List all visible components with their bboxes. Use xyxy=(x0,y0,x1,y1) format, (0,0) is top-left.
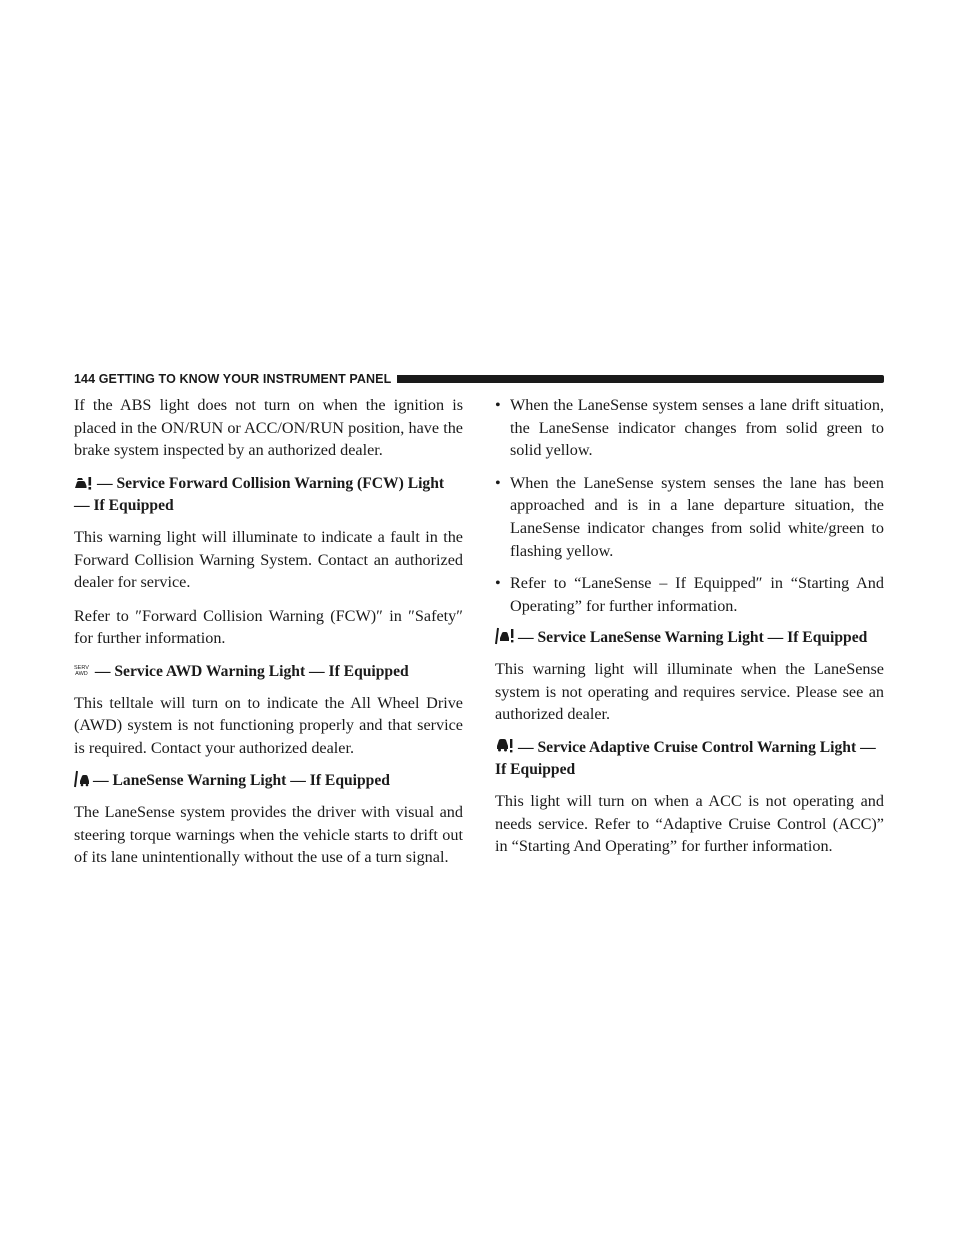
lanesense-body: The LaneSense system provides the driver with visual and steering torque warnings when the vehicle starts to drift out of its lane unintentionally without the use of a turn signal. xyxy=(74,802,463,867)
serv-awd-icon xyxy=(74,665,89,677)
acc-heading-text: — Service Adaptive Cruise Control Warning Light — If Equipped xyxy=(495,738,876,779)
fcw-body: This warning light will illuminate to indicate a fault in the Forward Collision Warning System. Contact an authorized dealer for service. xyxy=(74,527,463,592)
acc-heading xyxy=(495,737,884,782)
page-header-text xyxy=(74,372,391,386)
list-item xyxy=(495,572,884,617)
fcw-refer: Refer to ″Forward Collision Warning (FCW)″ in ″Safety″ for further information. xyxy=(74,606,463,648)
lanesense-bullet-list xyxy=(495,394,884,617)
running-header xyxy=(74,371,884,387)
list-item xyxy=(495,394,884,462)
bullet-text: Refer to “LaneSense – If Equipped″ in “Starting And Operating” for further information. xyxy=(510,574,884,615)
awd-heading xyxy=(74,661,463,684)
service-lanesense-icon xyxy=(495,627,515,645)
service-lanesense-body: This warning light will illuminate when the LaneSense system is not operating and requires service. Please see an authorized dealer. xyxy=(495,659,884,724)
list-item xyxy=(495,472,884,562)
forward-collision-warning-icon xyxy=(74,475,94,491)
awd-body: This telltale will turn on to indicate the All Wheel Drive (AWD) system is not functioning properly and that service is required. Contact your authorized dealer. xyxy=(74,693,463,757)
lanesense-heading xyxy=(74,770,463,793)
acc-body: This light will turn on when a ACC is not operating and needs service. Refer to “Adaptive Cruise Control (ACC)” in “Starting And Operating” for further information. xyxy=(495,791,884,856)
bullet-dot: • xyxy=(495,574,501,593)
awd-heading-text: — Service AWD Warning Light — If Equipped xyxy=(94,662,409,680)
bullet-dot: • xyxy=(495,396,501,414)
bullet-dot: • xyxy=(495,473,501,492)
serv-awd-icon-line1: SERV xyxy=(74,664,89,671)
service-lanesense-heading xyxy=(495,627,884,650)
lanesense-icon xyxy=(74,770,90,788)
bullet-text: When the LaneSense system senses the lane has been approached and is in a lane departure situation, the LaneSense indicator changes from solid white/green to flashing yellow. xyxy=(510,473,884,560)
serv-awd-icon-line2: AWD xyxy=(75,670,88,677)
fcw-heading xyxy=(74,473,463,518)
left-column xyxy=(74,394,463,880)
section-title: GETTING TO KNOW YOUR INSTRUMENT PANEL xyxy=(98,372,392,386)
right-column xyxy=(495,394,884,869)
header-rule xyxy=(397,375,884,383)
service-acc-icon xyxy=(495,737,515,755)
fcw-heading-text: — Service Forward Collision Warning (FCW) Light — If Equipped xyxy=(74,474,445,515)
page-number: 144 xyxy=(74,372,96,386)
lanesense-heading-text: — LaneSense Warning Light — If Equipped xyxy=(93,772,390,790)
abs-paragraph: If the ABS light does not turn on when the ignition is placed in the ON/RUN or ACC/ON/RUN position, have the brake system inspected by an authorized dealer. xyxy=(74,396,463,460)
bullet-text: When the LaneSense system senses a lane drift situation, the LaneSense indicator changes from solid green to solid yellow. xyxy=(510,396,884,460)
service-lanesense-heading-text: — Service LaneSense Warning Light — If Equipped xyxy=(518,629,868,647)
